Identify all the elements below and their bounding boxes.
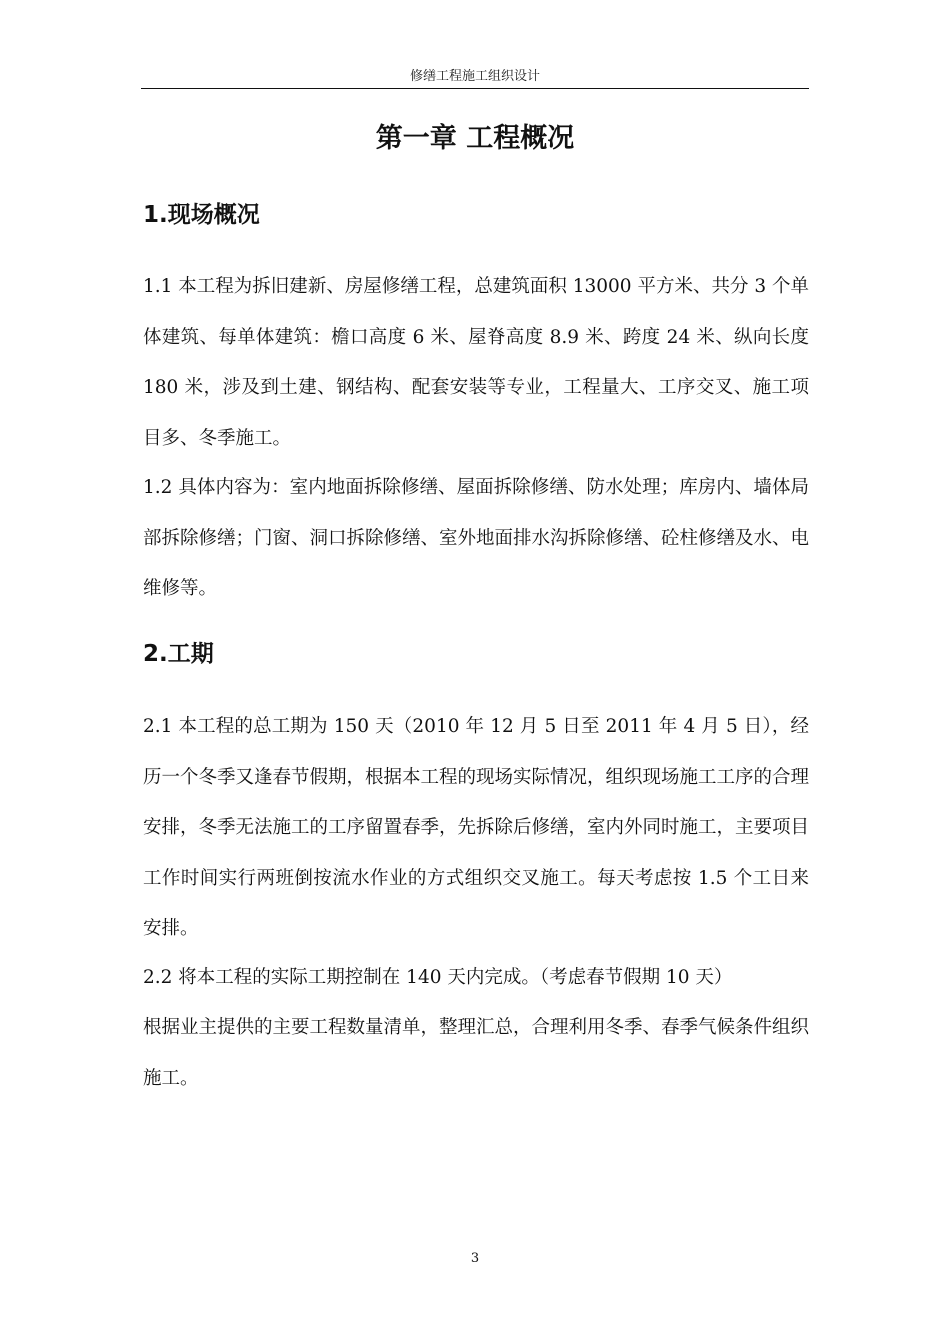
section-heading-schedule: 2.工期 (143, 641, 214, 667)
paragraph-2-2: 2.2 将本工程的实际工期控制在 140 天内完成。（考虑春节假期 10 天） (143, 967, 733, 988)
header-rule (141, 88, 809, 89)
paragraph-2-1: 2.1 本工程的总工期为 150 天（2010 年 12 月 5 日至 2011 年 4 月 5 日），经历一个冬季又逢春节假期，根据本工程的现场实际情况，组织现场施工工序的合理安排，冬季无法施工的工序留置春季，先拆除后修缮，室内外同时施工，主要项目工作时间实行两班倒按流水作业的方式组织交叉施工。每天考虑按 1.5 个工日来安排。 (143, 716, 810, 939)
paragraph-1-1: 1.1 本工程为拆旧建新、房屋修缮工程，总建筑面积 13000 平方米、共分 3 个单体建筑、每单体建筑：檐口高度 6 米、屋脊高度 8.9 米、跨度 24 米、纵向长度 180 米，涉及到土建、钢结构、配套安装等专业，工程量大、工序交叉、施工项目多、冬季施工。 (143, 276, 809, 449)
paragraph-2-3: 根据业主提供的主要工程数量清单，整理汇总，合理利用冬季、春季气候条件组织施工。 (143, 1017, 810, 1089)
running-header: 修缮工程施工组织设计 (409, 69, 540, 84)
section-heading-site-overview: 1.现场概况 (143, 202, 260, 228)
paragraph-1-2: 1.2 具体内容为：室内地面拆除修缮、屋面拆除修缮、防水处理；库房内、墙体局部拆除修缮；门窗、洞口拆除修缮、室外地面排水沟拆除修缮、砼柱修缮及水、电维修等。 (143, 477, 810, 599)
page-number: 3 (470, 1251, 480, 1266)
chapter-title: 第一章 工程概况 (375, 123, 575, 154)
